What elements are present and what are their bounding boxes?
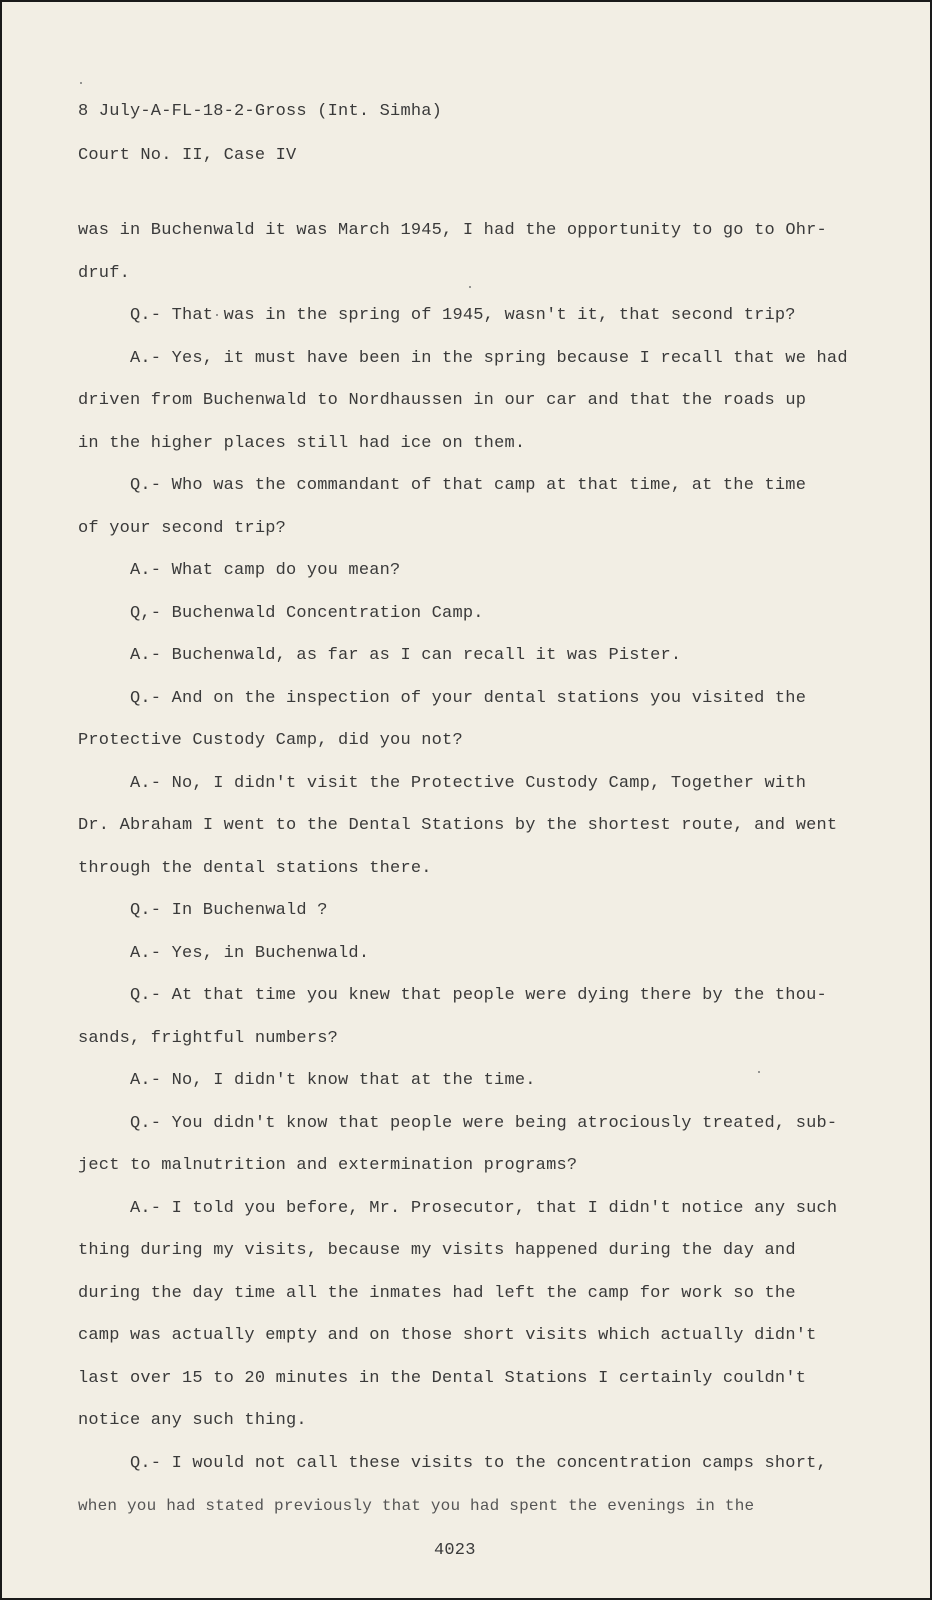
transcript-line: was in Buchenwald it was March 1945, I had the opportunity to go to Ohr- [78,221,827,240]
transcript-line: notice any such thing. [78,1411,307,1430]
transcript-line: Q.- You didn't know that people were being atrociously treated, sub- [130,1113,838,1133]
transcript-line: Q.- And on the inspection of your dental stations you visited the [130,688,807,708]
transcript-line: sands, frightful numbers? [78,1028,339,1048]
transcript-line: A.- What camp do you mean? [130,561,401,580]
transcript-line: A.- No, I didn't know that at the time. [130,1071,536,1090]
transcript-line: Protective Custody Camp, did you not? [78,731,463,750]
transcript-line: Q.- In Buchenwald ? [130,901,328,920]
header-reference: 8 July-A-FL-18-2-Gross (Int. Simha) [78,102,443,121]
transcript-line: A.- Yes, in Buchenwald. [130,943,370,963]
transcript-line: A.- I told you before, Mr. Prosecutor, that I didn't notice any such [130,1198,838,1218]
transcript-line: A.- Yes, it must have been in the spring because I recall that we had [130,348,848,368]
transcript-line: Q.- At that time you knew that people were dying there by the thou- [130,986,827,1005]
transcript-line: during the day time all the inmates had left the camp for work so the [78,1283,796,1303]
transcript-line: Q,- Buchenwald Concentration Camp. [130,603,484,623]
page-number: 4023 [434,1541,476,1560]
transcript-line: Q.- Who was the commandant of that camp at that time, at the time [130,476,807,495]
header-court-case: Court No. II, Case IV [78,146,297,165]
transcript-line: driven from Buchenwald to Nordhaussen in our car and that the roads up [78,391,807,410]
transcript-line: Q.- I would not call these visits to the concentration camps short, [130,1453,827,1473]
transcript-line: when you had stated previously that you had spent the evenings in the [78,1497,755,1515]
document-header [78,90,442,178]
transcript-line: in the higher places still had ice on them. [78,433,526,453]
transcript-line: Q.- That was in the spring of 1945, wasn't it, that second trip? [130,306,796,325]
transcript-line: Dr. Abraham I went to the Dental Stations by the shortest route, and went [78,816,838,835]
transcript-line: ject to malnutrition and extermination programs? [78,1156,578,1175]
transcript-line: of your second trip? [78,518,287,538]
transcript-line: A.- Buchenwald, as far as I can recall it was Pister. [130,646,682,665]
transcript-line: druf. [78,263,131,283]
ink-speck [80,82,82,84]
transcript-body [78,210,858,1528]
transcript-line: last over 15 to 20 minutes in the Dental Stations I certainly couldn't [78,1368,807,1388]
transcript-line: thing during my visits, because my visits happened during the day and [78,1241,796,1260]
transcript-line: camp was actually empty and on those short visits which actually didn't [78,1326,817,1345]
transcript-line: A.- No, I didn't visit the Protective Custody Camp, Together with [130,773,807,793]
transcript-line: through the dental stations there. [78,858,432,878]
